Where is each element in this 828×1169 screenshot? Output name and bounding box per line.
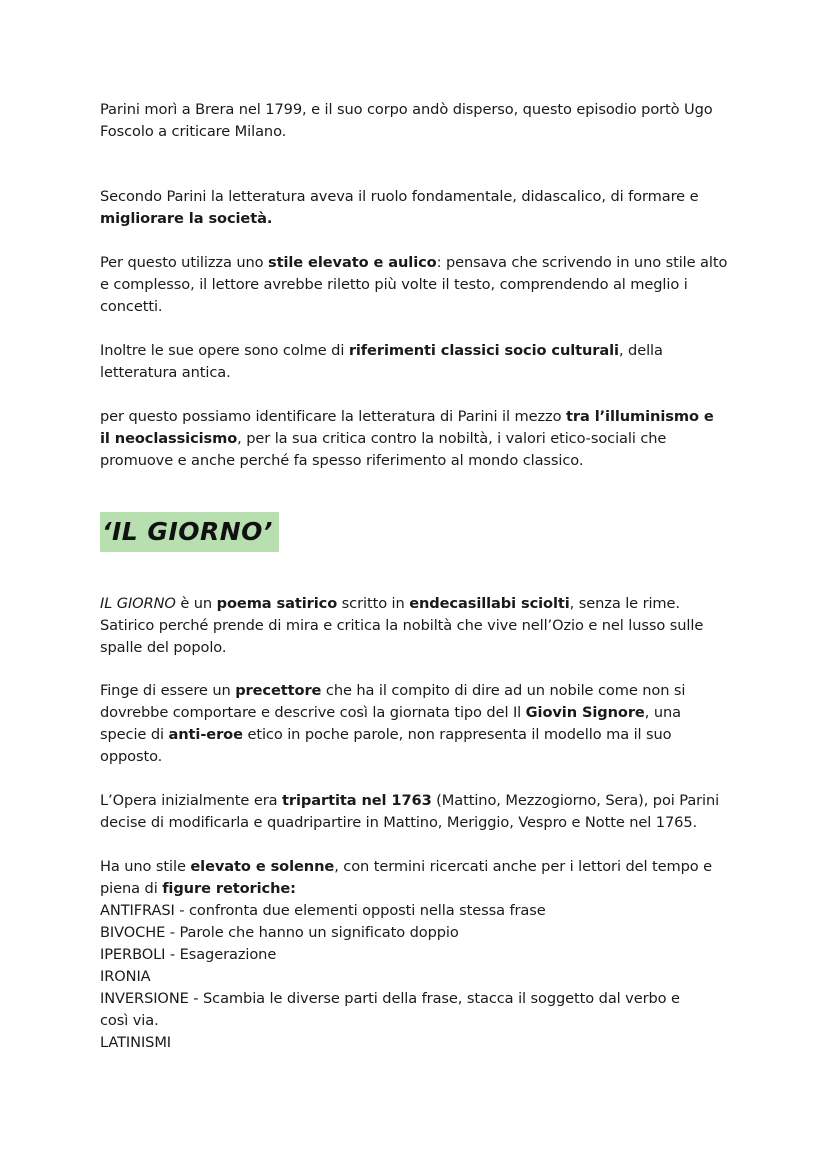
bold-text: riferimenti classici socio culturali [348,342,619,359]
paragraph-precettore [100,680,740,768]
list-item: INVERSIONE - Scambia le diverse parti della frase, stacca il soggetto dal verbo e [100,990,680,1007]
text-fragment: Per questo utilizza uno [100,254,268,271]
bold-text: poema satirico [216,595,338,612]
text-fragment: per questo possiamo identificare la letteratura di Parini il mezzo [100,408,566,425]
italic-text: IL GIORNO [100,595,176,612]
paragraph-rhetorical-figures [100,856,740,1054]
text-fragment: , della [618,342,663,359]
list-item: così via. [100,1012,159,1029]
paragraph-il-giorno-intro [100,593,740,659]
text-fragment: scritto in [337,595,410,612]
text-line: promuove e anche perché fa spesso riferimento al mondo classico. [100,452,584,469]
text-fragment: , per la sua critica contro la nobiltà, i valori etico-sociali che [237,430,667,447]
list-item: IPERBOLI - Esagerazione [100,946,277,963]
text-line: Parini morì a Brera nel 1799, e il suo corpo andò disperso, questo episodio portò Ugo [100,101,713,118]
text-line: decise di modificarla e quadripartire in Mattino, Meriggio, Vespro e Notte nel 1765. [100,814,698,831]
text-fragment: è un [175,595,217,612]
text-line [100,340,740,362]
text-fragment: che ha il compito di dire ad un nobile come non si [321,682,686,699]
text-line [100,208,740,230]
text-line: spalle del popolo. [100,639,227,656]
text-line [100,790,740,812]
paragraph-parini-death [100,99,740,143]
text-line [100,252,740,274]
text-fragment: , con termini ricercati anche per i lettori del tempo e [334,858,713,875]
text-fragment: , senza le rime. [569,595,680,612]
text-fragment: etico in poche parole, non rappresenta il modello ma il suo [242,726,672,743]
bold-text: endecasillabi sciolti [409,595,570,612]
text-line: Secondo Parini la letteratura aveva il ruolo fondamentale, didascalico, di formare e [100,188,699,205]
text-fragment: L’Opera inizialmente era [100,792,282,809]
text-fragment: Inoltre le sue opere sono colme di [100,342,349,359]
text-line [100,406,740,428]
text-fragment: (Mattino, Mezzogiorno, Sera), poi Parini [431,792,720,809]
text-line [100,856,740,878]
section-title-il-giorno: ‘IL GIORNO’ [100,512,279,552]
paragraph-elevated-style [100,252,740,318]
text-line [100,702,740,724]
list-item: BIVOCHE - Parole che hanno un significato doppio [100,924,459,941]
list-item: LATINISMI [100,1034,172,1051]
bold-text: Giovin Signore [525,704,645,721]
text-fragment: specie di [100,726,169,743]
bold-text: anti-eroe [168,726,243,743]
paragraph-enlightenment-neoclassicism [100,406,740,472]
bold-text: tra l’illuminismo e [566,408,714,425]
bold-text: precettore [235,682,322,699]
bold-text: elevato e solenne [190,858,335,875]
text-fragment: Finge di essere un [100,682,236,699]
bold-text: il neoclassicismo [100,430,238,447]
paragraph-opera-structure [100,790,740,834]
text-line [100,878,740,900]
list-item: ANTIFRASI - confronta due elementi opposti nella stessa frase [100,902,546,919]
text-line [100,680,740,702]
text-fragment: piena di [100,880,163,897]
text-line [100,428,740,450]
text-fragment: Ha uno stile [100,858,191,875]
text-line: e complesso, il lettore avrebbe riletto più volte il testo, comprendendo al meglio i [100,276,688,293]
bold-text: tripartita nel 1763 [282,792,432,809]
text-line: opposto. [100,748,163,765]
text-line: Foscolo a criticare Milano. [100,123,287,140]
text-fragment: : pensava che scrivendo in uno stile alto [436,254,728,271]
text-fragment: , una [644,704,681,721]
text-fragment: dovrebbe comportare e descrive così la giornata tipo del Il [100,704,526,721]
text-line: letteratura antica. [100,364,231,381]
text-line [100,593,740,615]
list-item: IRONIA [100,968,151,985]
bold-text: figure retoriche: [162,880,296,897]
bold-text: migliorare la società. [100,210,273,227]
text-line [100,724,740,746]
paragraph-role-of-literature [100,186,740,230]
bold-text: stile elevato e aulico [268,254,437,271]
text-line: concetti. [100,298,163,315]
text-line: Satirico perché prende di mira e critica la nobiltà che vive nell’Ozio e nel lusso sulle [100,617,704,634]
paragraph-classical-references [100,340,740,384]
